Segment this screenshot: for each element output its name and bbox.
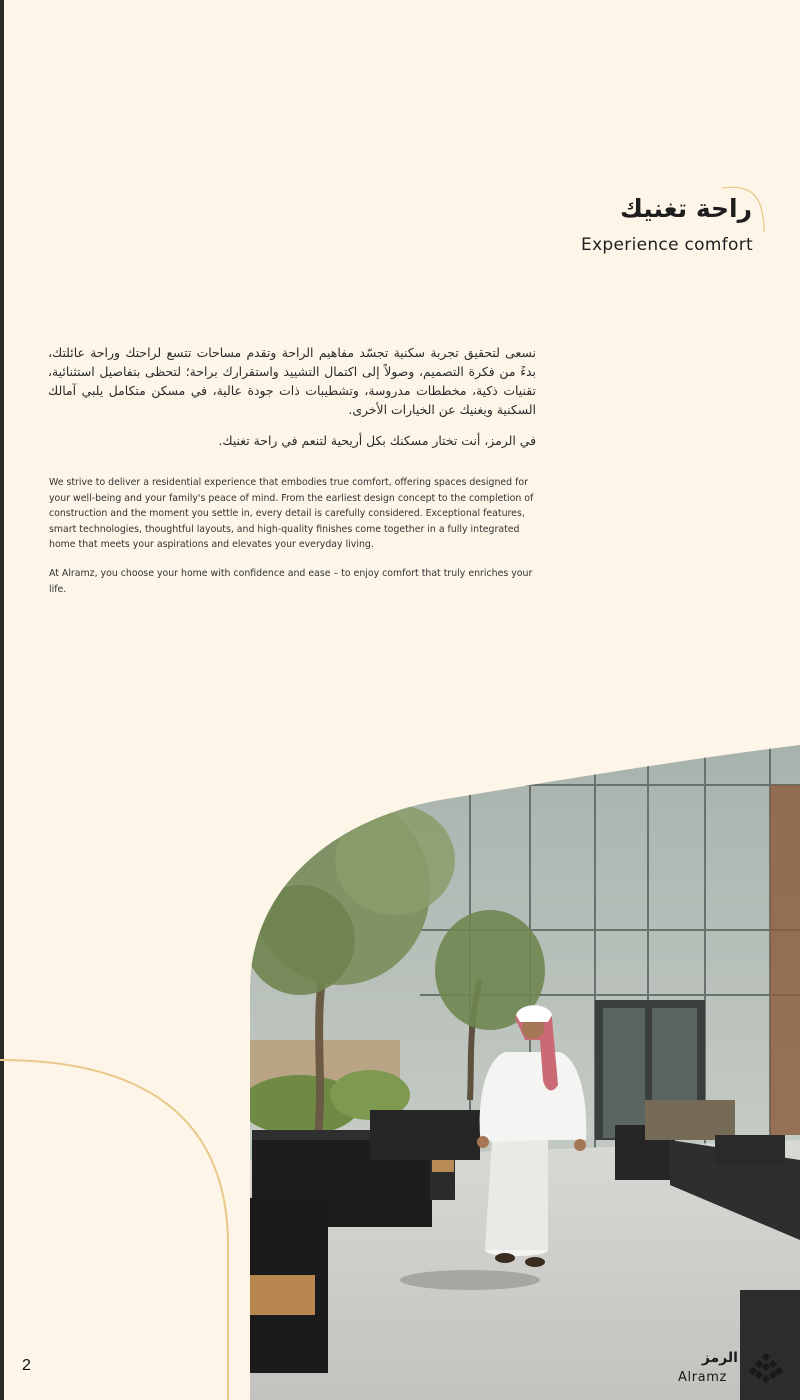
page-number: 2 [22,1357,31,1374]
arabic-paragraph-1: نسعى لتحقيق تجربة سكنية تجسّد مفاهيم الراحة وتقدم مساحات تتسع لراحتك وراحة عائلتك، بدءً من فكرة التصميم، وصولاً إلى اكتمال التشييد واستقرارك براحة؛ لتحظى بتفاصيل استثنائية، تقنيات ذكية، مخططات مدروسة، وتشطيبات ذات جودة عالية، في مسكن متكامل يلبي آمالك السكنية ويغنيك عن الخيارات الأخرى. [48,345,536,417]
logo-arabic-text: الرمز [701,1350,738,1366]
alramz-logo-icon [748,1352,784,1386]
logo-english-text: Alramz [678,1370,727,1385]
page-title-arabic: راحة تغنيك [619,194,752,223]
courtyard-photo [0,740,800,1400]
page-title-english: Experience comfort [581,235,753,255]
english-body-text [49,475,539,610]
arabic-body-text [48,343,536,462]
english-paragraph-2: At Alramz, you choose your home with confidence and ease – to enjoy comfort that truly enriches your life. [49,567,533,595]
arabic-paragraph-2: في الرمز، أنت تختار مسكنك بكل أريحية لتنعم في راحة تغنيك. [218,433,536,448]
english-paragraph-1: We strive to deliver a residential experience that embodies true comfort, offering spaces designed for your well-being and your family's peace of mind. From the earliest design concept to the completion of construction and the moment you settle in, every detail is carefully considered. Exceptional features, smart technologies, thoughtful layouts, and high-quality finishes come together in a fully integrated home that meets your aspirations and elevates your everyday living. [49,477,534,551]
